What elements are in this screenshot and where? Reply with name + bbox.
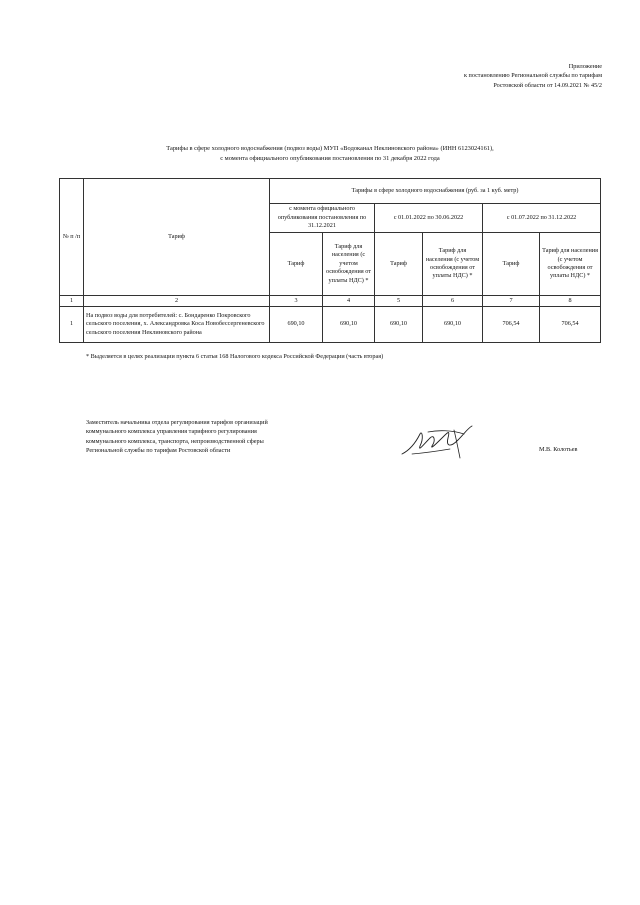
header-population-tariff: Тариф для населения (с учетом освобождения от уплаты НДС) * <box>540 233 601 296</box>
appendix-note <box>464 62 602 90</box>
table-row <box>60 307 601 343</box>
appendix-line: к постановлению Региональной службы по тарифам <box>463 72 602 80</box>
document-title <box>60 144 600 164</box>
handwritten-signature <box>398 424 480 460</box>
signer-name: М.В. Колотьев <box>539 446 578 453</box>
header-tariff-name: Тариф <box>84 179 270 296</box>
header-tariffs-group: Тарифы в сфере холодного водоснабжения (руб. за 1 куб. метр) <box>270 179 601 204</box>
column-number: 5 <box>375 296 423 307</box>
tariff-value: 690,10 <box>375 307 423 343</box>
row-number: 1 <box>60 307 84 343</box>
column-number: 1 <box>60 296 84 307</box>
signer-line: коммунального комплекса управления тарифного регулирования <box>86 428 257 436</box>
appendix-line: Приложение <box>568 63 602 70</box>
column-number: 6 <box>423 296 483 307</box>
header-population-tariff: Тариф для населения (с учетом освобождения от уплаты НДС) * <box>323 233 375 296</box>
title-line: Тарифы в сфере холодного водоснабжения (подвоз воды) МУП «Водоканал Неклиновского района» (ИНН 6123024161), <box>166 145 494 152</box>
signer-line: коммунального комплекса, транспорта, непроизводственной сферы <box>86 437 264 445</box>
footnote: * Выделяется в целях реализации пункта 6 статьи 168 Налогового кодекса Российской Федерации (часть вторая) <box>86 353 384 360</box>
tariff-value: 690,10 <box>323 307 375 343</box>
column-number: 2 <box>84 296 270 307</box>
header-tariff: Тариф <box>375 233 423 296</box>
signer-line: Региональной службы по тарифам Ростовской области <box>86 446 231 454</box>
column-number: 4 <box>323 296 375 307</box>
header-tariff: Тариф <box>483 233 540 296</box>
header-period-1: с момента официального опубликования постановления по 31.12.2021 <box>270 204 375 233</box>
tariff-value: 690,10 <box>270 307 323 343</box>
header-period-2: с 01.01.2022 по 30.06.2022 <box>375 204 483 233</box>
tariff-value: 690,10 <box>423 307 483 343</box>
header-row-number: № п /п <box>60 179 84 296</box>
appendix-line: Ростовской области от 14.09.2021 № 45/2 <box>493 81 602 89</box>
column-number: 8 <box>540 296 601 307</box>
tariff-value: 706,54 <box>540 307 601 343</box>
tariff-value: 706,54 <box>483 307 540 343</box>
column-number: 3 <box>270 296 323 307</box>
column-number-row <box>60 296 601 307</box>
header-tariff: Тариф <box>270 233 323 296</box>
signer-line: Заместитель начальника отдела регулирования тарифов организаций <box>86 419 268 426</box>
header-period-3: с 01.07.2022 по 31.12.2022 <box>483 204 601 233</box>
title-line: с момента официального опубликования постановления по 31 декабря 2022 года <box>220 154 440 162</box>
tariff-table <box>59 178 601 343</box>
row-description: На подвоз воды для потребителей: с. Бондаренко Покровского сельского поселения, х. Александровка Коса Новобессергеневского сельского поселения Неклиновского района <box>84 307 270 343</box>
signer-position <box>86 418 268 455</box>
header-population-tariff: Тариф для населения (с учетом освобождения от уплаты НДС) * <box>423 233 483 296</box>
column-number: 7 <box>483 296 540 307</box>
